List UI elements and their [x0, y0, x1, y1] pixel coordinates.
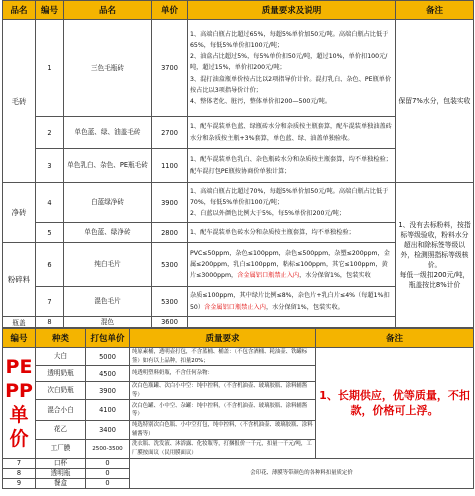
table-row: [3, 20, 474, 117]
row-description: 会印花、薄膜等带颜色的各种料扣量质定价: [130, 458, 474, 488]
row-number: 2: [36, 117, 64, 149]
row-name: 单色蓝、绿、油盖毛砖: [64, 117, 152, 149]
table-header-row: [3, 1, 474, 20]
row-number: 1: [36, 20, 64, 117]
desc-text: 杂质≤100ppm，其中绿片比例≤8%，杂色片+乳白片≤4%（每超1%扣50）: [190, 292, 390, 311]
row-description: 1、配车混装单色蓝、绿瓶砖水分和杂质按主瓶套算，配车混装单独油盖砖水分和杂质按主瓶+3%套算，单色蓝、绿、油盖单独验收。: [188, 117, 396, 149]
price-table-bottles: [2, 0, 474, 328]
remark-water: 保留7%水分，包装实收: [396, 20, 474, 183]
row-price: 2500-3500: [86, 439, 130, 458]
row-price: 3900: [86, 382, 130, 400]
header-pack-price: 打包单价: [86, 329, 130, 348]
desc-line: 1、高端白瓶占比超过65%，每超5%单价加50元/吨。高端白瓶占比低于65%，每低5%单价扣100元/吨；: [190, 30, 389, 49]
row-price: 5000: [86, 348, 130, 366]
row-name: 单色蓝、绿净砖: [64, 223, 152, 243]
row-number: 4: [36, 183, 64, 223]
row-price: 4100: [86, 400, 130, 421]
table-row: [3, 458, 474, 468]
header-name: 品名: [64, 1, 152, 20]
row-description: [188, 183, 396, 223]
desc-line: 4、整体老化、脏污，整体单价扣200—500元/吨。: [190, 98, 332, 105]
row-name: 口杯: [36, 458, 86, 468]
row-name: 花乙: [36, 421, 86, 439]
row-name: 混合小白: [36, 400, 86, 421]
row-name: 混色毛片: [64, 287, 152, 317]
row-name: 白蓝绿净砖: [64, 183, 152, 223]
category-fensui: 粉碎料: [3, 243, 36, 317]
desc-text: PVC≤50ppm，杂色≤100ppm，杂色≤500ppm，杂塑≤200ppm，金属≤200ppm，乳白≤100ppm，粘标≤100ppm，其它≤100ppm，黄片≤3000ppm，: [190, 249, 390, 280]
row-price: 0: [86, 478, 130, 488]
row-number: 5: [36, 223, 64, 243]
row-name: 透明奶瓶: [36, 366, 86, 382]
header-number: 编号: [36, 1, 64, 20]
row-number: 9: [3, 478, 36, 488]
row-number: 7: [36, 287, 64, 317]
row-name: 次白奶瓶: [36, 382, 86, 400]
row-number: 6: [36, 243, 64, 287]
pepp-remark: 1、长期供应，优等质量，不扣款，价格可上浮。: [316, 348, 474, 459]
pepp-label: PE PP 单价: [3, 348, 36, 459]
header-quality: 质量要求: [130, 329, 316, 348]
row-price: 3600: [152, 317, 188, 328]
remark-grading: [396, 183, 474, 328]
row-number: 8: [36, 317, 64, 328]
category-mao: 毛砖: [3, 20, 36, 183]
category-jing: 净砖: [3, 183, 36, 243]
row-number: 3: [36, 149, 64, 183]
desc-text: ，水分保留1%，包装实收: [299, 272, 371, 280]
row-price: 2800: [152, 223, 188, 243]
row-price: 4500: [86, 366, 130, 382]
row-description: 1、配车混装单色砖水分和杂质按主瓶套算，均不单独检验；: [188, 223, 396, 243]
row-price: 3900: [152, 183, 188, 223]
row-description: 次白色瓶罐、次白小中空：纯中控料，（不含机油壶、玻璃胶瓶、涂料辅酱等）: [130, 382, 316, 400]
row-price: 5300: [152, 287, 188, 317]
header-remark: 备注: [316, 329, 474, 348]
row-description: [188, 243, 396, 287]
header-remark: 备注: [396, 1, 474, 20]
desc-text: ，水分保留1%，包装实收。: [265, 303, 344, 311]
table-header-row: [3, 329, 474, 348]
row-name: 纯白毛片: [64, 243, 152, 287]
row-description: 次白色罐、小中空、杂罐：纯中控料，（不含机油壶、玻璃胶瓶、涂料辅酱等）: [130, 400, 316, 421]
row-name: 单色乳白、杂色、PE瓶毛砖: [64, 149, 152, 183]
row-description: 纯原素桶，透明壶打包，不含蓝桶、桶盖：（不包含酒桶、耗油壶、铁罐标签）如有以上品种，扣量20%；: [130, 348, 316, 366]
row-name: 透明瓶: [36, 468, 86, 478]
row-description: 1、配车混装单色乳白、杂色瓶砖水分和杂质按主瓶套算，均不单独检验；配车混打包PE瓶按协商价单独计算；: [188, 149, 396, 183]
row-description: [188, 317, 396, 328]
desc-warning: 含金属铝口瓶禁止入内: [237, 272, 300, 280]
desc-line: 2、油盒占比超过5%，每5%单价扣50元/吨，超过10%，单价扣100元/吨，超过15%，单价扣200元/吨；: [190, 53, 388, 72]
header-price: 单价: [152, 1, 188, 20]
row-description: [188, 20, 396, 117]
desc-line: 2、白蓝以外颜色比例大于5%，每5%单价扣200元/吨；: [190, 210, 346, 218]
header-kind: 种类: [36, 329, 86, 348]
row-number: 7: [3, 458, 36, 468]
row-description: [188, 287, 396, 317]
row-description: 纯选特别次白色瓶、小中空打包，纯中控料，（不含机油壶、玻璃胶瓶、涂料辅酱等）: [130, 421, 316, 439]
desc-line: 3、混打油盒瓶单价按占比以2项指导价计价。混打乳白、杂色、PE瓶单价按占比以3项指导价计价；: [190, 75, 392, 94]
row-description: 洗衣瓶、洗发液、沐浴露、化妆瓶等，打捆报价一千元，扣量一千元/吨，工厂膜按面议（民用膜面议）: [130, 439, 316, 458]
table-row: [3, 348, 474, 366]
desc-line: 1、高端白瓶占比超过70%，每超5%单价加50元/吨。高端白瓶占比低于70%，每低5%单价扣100元/吨；: [190, 187, 389, 206]
category-pinggai: 瓶盖: [3, 317, 36, 328]
row-price: 5300: [152, 243, 188, 287]
row-price: 0: [86, 468, 130, 478]
row-name: 混色: [64, 317, 152, 328]
row-price: 1100: [152, 149, 188, 183]
row-price: 3700: [152, 20, 188, 117]
row-name: 三色毛瓶砖: [64, 20, 152, 117]
row-price: 0: [86, 458, 130, 468]
row-price: 2700: [152, 117, 188, 149]
remark-line: 1、没有去标粉料，按指标等级验收，粉料水分超出和除标签等级以外，检测照指标等级核价。: [398, 221, 471, 269]
row-name: 餐盒: [36, 478, 86, 488]
row-price: 3400: [86, 421, 130, 439]
desc-warning: 含金属铝口瓶禁止入内: [204, 303, 266, 311]
header-quality: 质量要求及说明: [188, 1, 396, 20]
row-number: 8: [3, 468, 36, 478]
row-name: 大白: [36, 348, 86, 366]
remark-line: 每低一级扣200元/吨，瓶盖按比8%计价: [399, 271, 470, 289]
row-description: 纯透明塑料奶瓶，不含任何杂物：: [130, 366, 316, 382]
row-name: 工厂膜: [36, 439, 86, 458]
header-category: 品名: [3, 1, 36, 20]
header-number: 编号: [3, 329, 36, 348]
price-table-pepp: [2, 328, 474, 489]
table-row: [3, 183, 474, 223]
